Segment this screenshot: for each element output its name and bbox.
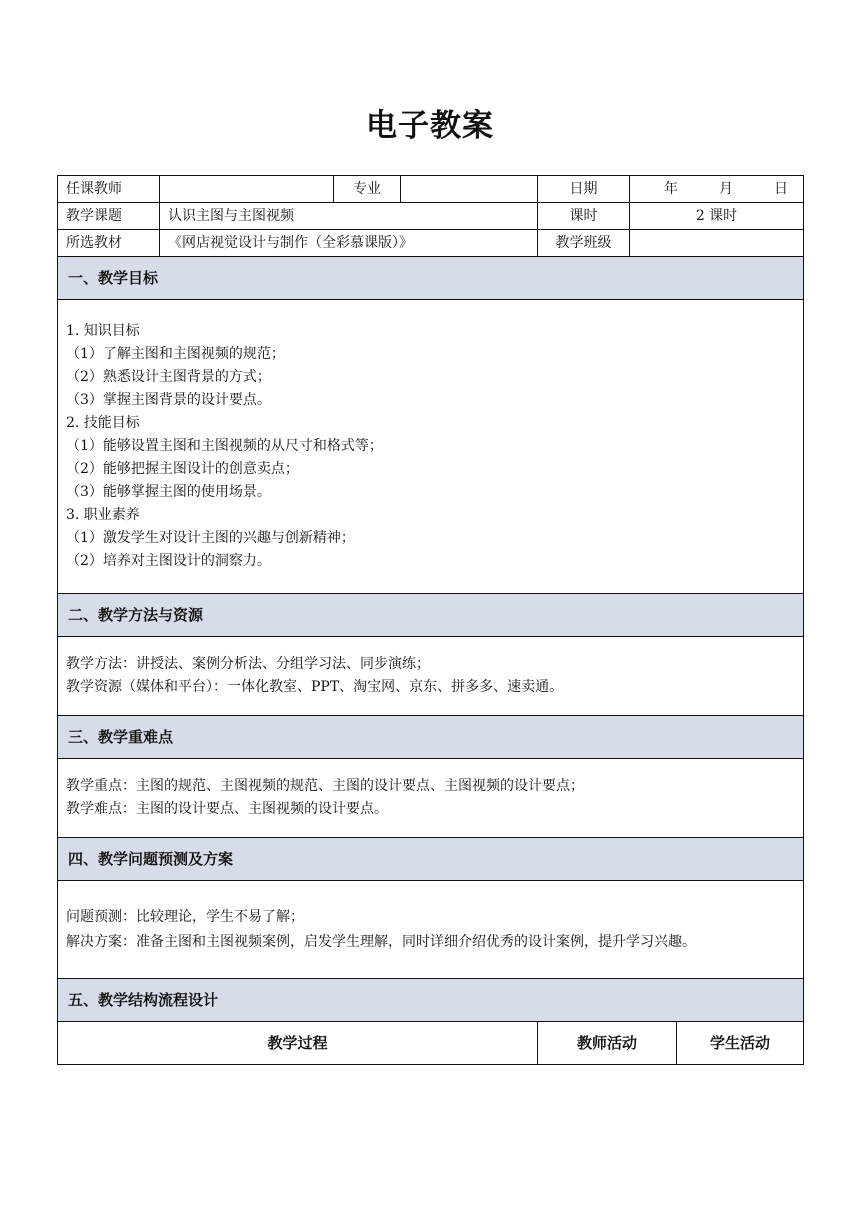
problem-solution: 解决方案：准备主图和主图视频案例，启发学生理解，同时详细介绍优秀的设计案例，提升学习兴趣。 [66,934,696,950]
topic-label: 教学课题 [58,203,160,230]
section-title: 一、教学目标 [58,257,804,300]
date-year: 年 [664,181,678,197]
major-label: 专业 [334,176,401,203]
goal-line: 1. 知识目标 [66,323,140,339]
textbook-value[interactable]: 《网店视觉设计与制作（全彩慕课版）》 [160,230,538,257]
key-point-line: 教学重点：主图的规范、主图视频的规范、主图的设计要点、主图视频的设计要点； [66,778,584,794]
class-value[interactable] [630,230,804,257]
goal-line: 2. 技能目标 [66,415,140,431]
section-title: 三、教学重难点 [58,716,804,759]
goal-line: （3）能够掌握主图的使用场景。 [66,484,271,500]
major-value[interactable] [401,176,538,203]
goal-line: （2）熟悉设计主图背景的方式； [66,369,271,385]
section-methods-body [58,637,804,716]
goal-line: 3. 职业素养 [66,507,140,523]
lesson-plan-table [57,175,804,1065]
goal-line: （1）了解主图和主图视频的规范； [66,346,285,362]
difficult-point-line: 教学难点：主图的设计要点、主图视频的设计要点。 [66,801,388,817]
resources-line: 教学资源（媒体和平台）：一体化教室、PPT、淘宝网、京东、拼多多、速卖通。 [66,679,564,695]
section-methods-header [58,594,804,637]
goal-line: （1）激发学生对设计主图的兴趣与创新精神； [66,530,355,546]
methods-list [66,653,795,699]
topic-value[interactable]: 认识主图与主图视频 [160,203,538,230]
flow-col-process: 教学过程 [58,1022,538,1065]
header-row-topic [58,203,804,230]
teacher-value[interactable] [160,176,334,203]
teacher-label: 任课教师 [58,176,160,203]
section-problems-body [58,881,804,979]
flow-columns-row [58,1022,804,1065]
section-flow-header [58,979,804,1022]
class-label: 教学班级 [538,230,630,257]
date-day: 日 [774,181,788,197]
goals-list [66,320,795,573]
section-keypoints-body [58,759,804,838]
section-problems-header [58,838,804,881]
textbook-label: 所选教材 [58,230,160,257]
hours-value[interactable]: 2 课时 [630,203,804,230]
section-goals-header [58,257,804,300]
goal-line: （2）能够把握主图设计的创意卖点； [66,461,299,477]
section-keypoints-header [58,716,804,759]
goal-line: （3）掌握主图背景的设计要点。 [66,392,271,408]
date-value[interactable] [630,176,804,203]
goal-line: （2）培养对主图设计的洞察力。 [66,553,271,569]
goal-line: （1）能够设置主图和主图视频的从尺寸和格式等； [66,438,383,454]
section-title: 二、教学方法与资源 [58,594,804,637]
header-row-textbook [58,230,804,257]
flow-col-teacher: 教师活动 [538,1022,677,1065]
hours-label: 课时 [538,203,630,230]
section-title: 五、教学结构流程设计 [58,979,804,1022]
section-goals-body [58,300,804,594]
page-title: 电子教案 [366,108,494,144]
methods-line: 教学方法：讲授法、案例分析法、分组学习法、同步演练； [66,656,430,672]
flow-col-student: 学生活动 [677,1022,804,1065]
header-row-teacher [58,176,804,203]
date-month: 月 [719,181,733,197]
problem-prediction: 问题预测：比较理论，学生不易了解； [66,909,304,925]
date-label: 日期 [538,176,630,203]
keypoints-list [66,775,795,821]
section-title: 四、教学问题预测及方案 [58,838,804,881]
